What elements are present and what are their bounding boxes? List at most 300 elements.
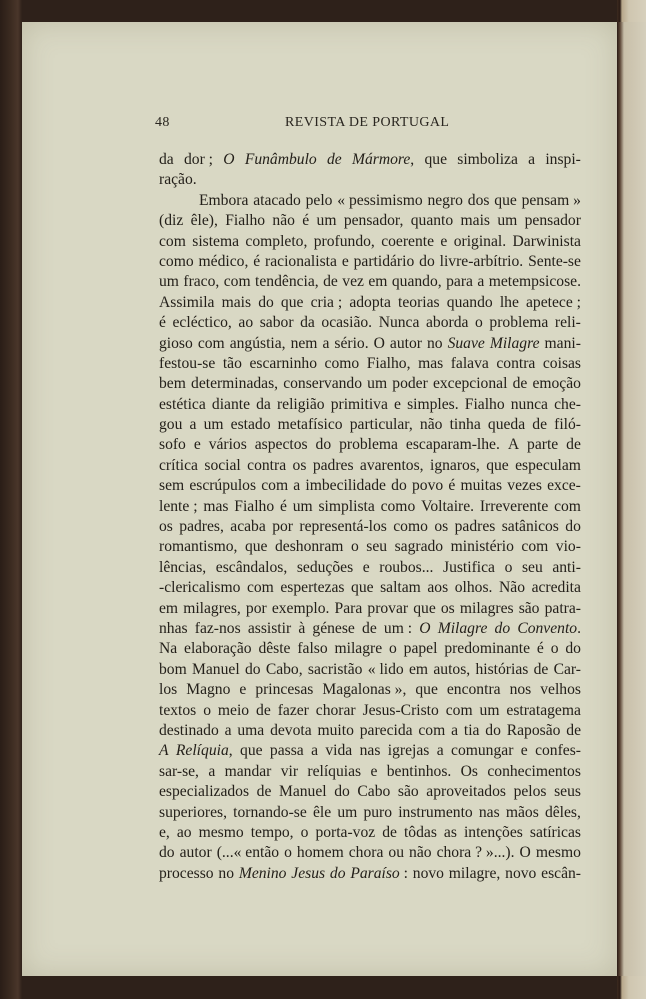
text-word: inspi- [545, 151, 581, 168]
text-word: fraco, [183, 273, 220, 291]
text-word: nhas [159, 619, 188, 637]
text-word: estética [159, 395, 206, 413]
text-word: a [451, 721, 459, 739]
text-word: em [368, 273, 388, 291]
text-word: de [382, 823, 397, 841]
text-word: problema [339, 436, 398, 454]
text-line [159, 232, 581, 252]
text-word: a [224, 721, 232, 739]
text-word: êle [312, 803, 332, 821]
text-word: O [223, 151, 235, 168]
text-word: vir [280, 762, 299, 780]
text-word: do [334, 783, 350, 801]
text-line [159, 150, 581, 170]
text-word: é [159, 314, 166, 332]
text-word: queda [487, 416, 526, 434]
text-word: festou-se [159, 354, 216, 372]
text-word: com [554, 497, 581, 515]
text-word: puro [363, 803, 393, 821]
text-word: mani- [544, 334, 581, 352]
text-word: sem [159, 477, 185, 495]
text-word: tendência, [255, 273, 319, 291]
text-word: no [426, 334, 443, 352]
text-word: génese [312, 619, 355, 637]
text-line [159, 701, 581, 721]
text-word: O [519, 844, 531, 862]
text-word: aproveitados [426, 783, 506, 801]
text-word: de [323, 273, 338, 291]
text-word: sistema [192, 232, 240, 250]
text-word: ministério [450, 538, 514, 556]
text-word: autor [389, 334, 422, 352]
text-word: estratagema [506, 701, 581, 719]
text-word: Magalonas », [322, 681, 407, 699]
text-word: mesmo [198, 823, 244, 841]
text-word: teorias [398, 293, 440, 311]
text-word: do [244, 660, 261, 678]
text-word: e [239, 681, 247, 699]
text-word: aspectos [254, 436, 308, 454]
text-word: sério. [334, 334, 369, 352]
text-word: dor ; [183, 151, 214, 168]
text-word: de [326, 151, 342, 168]
text-word: metempsicose. [488, 273, 581, 291]
text-line [159, 313, 581, 333]
text-word: muito [317, 721, 354, 739]
text-word: vida [325, 742, 353, 760]
text-word: êle), [190, 212, 218, 230]
text-word: devota [270, 721, 312, 739]
text-word: poder [392, 375, 428, 393]
text-word: Embora [199, 191, 249, 209]
text-word: racionalista [265, 252, 337, 270]
text-word: é [253, 252, 261, 270]
text-word: adopta [349, 293, 391, 311]
text-word: como [393, 518, 428, 536]
text-word: profundo, [313, 232, 375, 250]
text-word: é [536, 640, 544, 658]
text-word: do [494, 619, 511, 637]
text-word: comungar [451, 742, 514, 760]
text-word: Mármore, [351, 151, 415, 168]
text-word: simples. [407, 395, 459, 413]
text-line [159, 272, 581, 292]
text-word: em [409, 660, 429, 678]
text-word: uma [237, 721, 265, 739]
text-word: do [565, 640, 581, 658]
text-word: com [246, 579, 274, 597]
text-word: espertezas [280, 579, 345, 597]
text-word: autor [179, 844, 212, 862]
text-word: relíquias [307, 762, 362, 780]
text-word: Paraíso : [350, 864, 408, 882]
text-word: dêles, [544, 803, 581, 821]
text-word: estado [230, 416, 271, 434]
text-word: Suave [447, 334, 485, 352]
text-word: o [475, 314, 483, 332]
text-word: ignaros, [429, 456, 480, 474]
text-line [159, 293, 581, 313]
text-word: mesmo [535, 844, 581, 862]
text-word: escân- [541, 864, 581, 882]
text-word: bom [159, 660, 187, 678]
text-word: tempo, [250, 823, 294, 841]
text-line [159, 843, 581, 863]
text-word: metafísico [277, 416, 343, 434]
text-line [159, 741, 581, 761]
text-word: Nunca [378, 314, 420, 332]
text-word: do [419, 252, 435, 270]
text-word: novo [505, 864, 537, 882]
text-word: apetece ; [526, 293, 581, 311]
text-word: meio [217, 701, 250, 719]
text-word: da [159, 151, 174, 168]
text-word: contra [496, 354, 536, 372]
text-word: do [329, 864, 346, 882]
text-word: A [159, 742, 169, 760]
text-word: tia [463, 721, 480, 739]
text-line [159, 823, 581, 843]
text-word: gioso [159, 334, 193, 352]
text-word: contra [247, 456, 287, 474]
text-word: não [419, 416, 443, 434]
text-word: com [197, 334, 225, 352]
text-word: escarninho [249, 354, 317, 372]
text-word: tornando-se [233, 803, 307, 821]
text-word: e [362, 558, 370, 576]
text-word: chora ? »...). [436, 844, 515, 862]
text-word: um [479, 701, 500, 719]
text-word: deshonram [274, 538, 344, 556]
text-word: o [550, 640, 559, 658]
text-word: mas [203, 497, 229, 515]
text-word: Manuel [278, 783, 327, 801]
text-word: os [159, 518, 173, 536]
text-word: mais [221, 293, 252, 311]
text-word: sofo [159, 436, 186, 454]
text-word: satânicos [501, 518, 559, 536]
body-text [159, 150, 581, 884]
text-word: mãos [505, 803, 539, 821]
text-word: cria ; [310, 293, 343, 311]
text-line [159, 721, 581, 741]
text-word: parecida [359, 721, 413, 739]
text-word: escrúpulos [189, 477, 257, 495]
text-word: especulam [515, 456, 581, 474]
text-word: seu [366, 538, 388, 556]
text-word: Magno [186, 681, 231, 699]
text-word: autos, [433, 660, 471, 678]
text-line [159, 517, 581, 537]
text-word: povo [411, 477, 444, 495]
text-word: reli- [554, 314, 581, 332]
text-word: -clericalismo [159, 579, 241, 597]
text-word: determinadas, [191, 375, 279, 393]
text-word: intenções [463, 823, 523, 841]
text-word: filó- [554, 416, 581, 434]
text-word: e [341, 252, 349, 270]
text-word: de [566, 436, 581, 454]
text-line [159, 537, 581, 557]
text-word: diante [211, 395, 250, 413]
text-word: excepcional [432, 375, 508, 393]
text-word: vários [208, 436, 247, 454]
text-word: milagre [334, 640, 383, 658]
text-line [159, 619, 581, 639]
text-word: seu [521, 558, 543, 576]
text-word: problema [489, 314, 549, 332]
text-word: quanto [410, 212, 454, 230]
text-word: é [448, 477, 456, 495]
text-word: um [337, 803, 358, 821]
text-word: representá-los [299, 518, 387, 536]
text-word: conservando [283, 375, 363, 393]
text-word: sabor [259, 314, 294, 332]
text-word: e [440, 232, 448, 250]
text-word: pensam » [521, 191, 581, 209]
text-line [159, 864, 581, 884]
text-word: o [284, 844, 292, 862]
text-word: particular, [349, 416, 413, 434]
text-word: Fialho [225, 212, 266, 230]
text-word: em [159, 599, 179, 617]
text-line [159, 456, 581, 476]
text-word: nos [509, 681, 532, 699]
text-word: textos [159, 701, 197, 719]
text-word: (diz [159, 212, 184, 230]
text-word: do [485, 721, 501, 739]
text-word: com [445, 701, 473, 719]
text-word: Cabo, [265, 660, 303, 678]
text-word: um [203, 416, 224, 434]
text-word: pensador, [343, 212, 404, 230]
text-word: ao [238, 314, 254, 332]
text-word: não [409, 844, 432, 862]
text-line [159, 415, 581, 435]
text-word: Milagre [437, 619, 488, 637]
text-word: que [244, 538, 268, 556]
text-word: ração. [159, 171, 197, 189]
text-word: com [159, 232, 186, 250]
running-title: REVISTA DE PORTUGAL [285, 115, 450, 130]
text-line [159, 435, 581, 455]
text-word: e, [159, 823, 170, 841]
text-word: tinha [449, 416, 481, 434]
text-word: « pessimismo [337, 191, 423, 209]
text-word: Darwinista [512, 232, 581, 250]
page-number: 48 [155, 115, 170, 130]
text-word: nunca [510, 395, 548, 413]
text-line [159, 803, 581, 823]
text-word: Funâmbulo [244, 151, 317, 168]
text-word: de [566, 721, 581, 739]
text-line [159, 558, 581, 578]
text-word: igrejas [387, 742, 430, 760]
text-word: negro [427, 191, 463, 209]
text-word: com [521, 538, 549, 556]
text-word: saltam [380, 579, 421, 597]
text-line [159, 497, 581, 517]
text-word: não [272, 212, 295, 230]
text-word: lente ; [159, 497, 198, 515]
text-word: com [223, 273, 251, 291]
text-word: Menino [238, 864, 287, 882]
text-word: confes- [535, 742, 581, 760]
text-word: um [367, 375, 388, 393]
text-word: « lido [367, 660, 404, 678]
text-word: chorar [315, 701, 356, 719]
text-word: os [434, 518, 449, 536]
text-word: porta-voz [315, 823, 376, 841]
text-line [159, 660, 581, 680]
text-word: muitas [460, 477, 503, 495]
text-word: que [351, 579, 374, 597]
text-word: do [391, 477, 407, 495]
text-word: a [528, 151, 536, 168]
text-word: partidário [353, 252, 415, 270]
text-word: atacado [253, 191, 301, 209]
text-word: imbecilidade [305, 477, 386, 495]
text-word: religião [276, 395, 325, 413]
text-word: Fialho [464, 395, 505, 413]
text-word: coerente [381, 232, 435, 250]
text-line [159, 334, 581, 354]
text-word: o [300, 823, 309, 841]
text-word: e [520, 742, 528, 760]
text-word: ecléctico, [172, 314, 232, 332]
text-word: roubos... [379, 558, 434, 576]
text-word: à [298, 619, 306, 637]
text-word: falso [297, 640, 328, 658]
text-word: a [189, 416, 197, 434]
text-word: de [532, 416, 547, 434]
text-word: por [272, 518, 293, 536]
text-word: as [443, 823, 457, 841]
text-word: che- [554, 395, 581, 413]
text-word: que [415, 681, 438, 699]
text-word: elaboração [184, 640, 252, 658]
text-word: nem [290, 334, 318, 352]
text-word: chora [348, 844, 384, 862]
text-word: como [159, 252, 194, 270]
text-word: romantismo, [159, 538, 238, 556]
text-word: quando, [391, 273, 442, 291]
text-word: predominante [444, 640, 531, 658]
text-line [159, 680, 581, 700]
text-word: papel [403, 640, 438, 658]
text-word: Justifica [443, 558, 495, 576]
text-word: médico, [198, 252, 249, 270]
text-word: Fialho [234, 497, 275, 515]
text-line [159, 211, 581, 231]
text-word: como [380, 497, 416, 515]
text-word: histórias [475, 660, 529, 678]
text-word: que [494, 191, 517, 209]
text-word: um [316, 212, 337, 230]
text-word: nas [359, 742, 381, 760]
text-word: a [208, 762, 216, 780]
text-line [159, 599, 581, 619]
text-line [159, 639, 581, 659]
text-word: livre-arbítrio. [439, 252, 524, 270]
text-word: dos [467, 191, 490, 209]
text-word: Jesus [291, 864, 326, 882]
text-word: Convento. [517, 619, 581, 637]
text-word: vez [342, 273, 364, 291]
text-word: Para [334, 599, 363, 617]
text-word: de [362, 619, 377, 637]
text-word: milagres, [183, 599, 241, 617]
text-word: que [424, 151, 447, 168]
text-word: princesas [255, 681, 314, 699]
text-word: mais [460, 212, 490, 230]
text-word: que [280, 293, 304, 311]
text-word: Jesus-Cristo [362, 701, 439, 719]
text-word: coisas [542, 354, 581, 372]
text-word: um : [383, 619, 413, 637]
text-line [159, 395, 581, 415]
text-word: O [373, 334, 385, 352]
text-word: Fialho, [366, 354, 411, 372]
text-word: Raposão [506, 721, 561, 739]
text-word: O [419, 619, 431, 637]
text-word: Milagre [489, 334, 540, 352]
text-line [159, 252, 581, 272]
text-word: tôdas [403, 823, 437, 841]
text-word: pelo [305, 191, 333, 209]
text-word: ao [176, 823, 192, 841]
text-word: de [512, 375, 528, 393]
text-word: Manuel [192, 660, 240, 678]
text-word: com [261, 477, 289, 495]
text-word: e [193, 436, 201, 454]
text-word: pensador [524, 212, 581, 230]
text-word: simplista [318, 497, 375, 515]
text-word: são [397, 783, 419, 801]
text-word: acredita [531, 579, 581, 597]
text-word: do [159, 844, 175, 862]
text-word: da [300, 314, 315, 332]
text-word: completo, [245, 232, 308, 250]
text-word: aos [427, 579, 449, 597]
text-word: lhe [499, 293, 519, 311]
text-word: passa [269, 742, 304, 760]
text-word: mandar [224, 762, 272, 780]
text-word: ocasião. [321, 314, 373, 332]
text-word: sagrado [394, 538, 444, 556]
text-word: Não [499, 579, 525, 597]
text-word: simboliza [457, 151, 518, 168]
text-word: um [159, 273, 179, 291]
text-line [159, 354, 581, 374]
text-word: falava [450, 354, 489, 372]
text-word: Car- [553, 660, 581, 678]
text-word: padres [312, 456, 354, 474]
text-word: o [504, 558, 513, 576]
text-word: los [159, 681, 178, 699]
text-word: padres [454, 518, 496, 536]
text-word: Relíquia, [175, 742, 233, 760]
text-word: superiores, [159, 803, 227, 821]
text-word: e [370, 762, 378, 780]
text-word: do [258, 293, 274, 311]
text-word: especializados [159, 783, 250, 801]
text-word: encontra [446, 681, 501, 699]
text-word: por [245, 599, 267, 617]
text-word: velhos [540, 681, 581, 699]
text-word: tão [222, 354, 242, 372]
text-word: um [497, 212, 518, 230]
